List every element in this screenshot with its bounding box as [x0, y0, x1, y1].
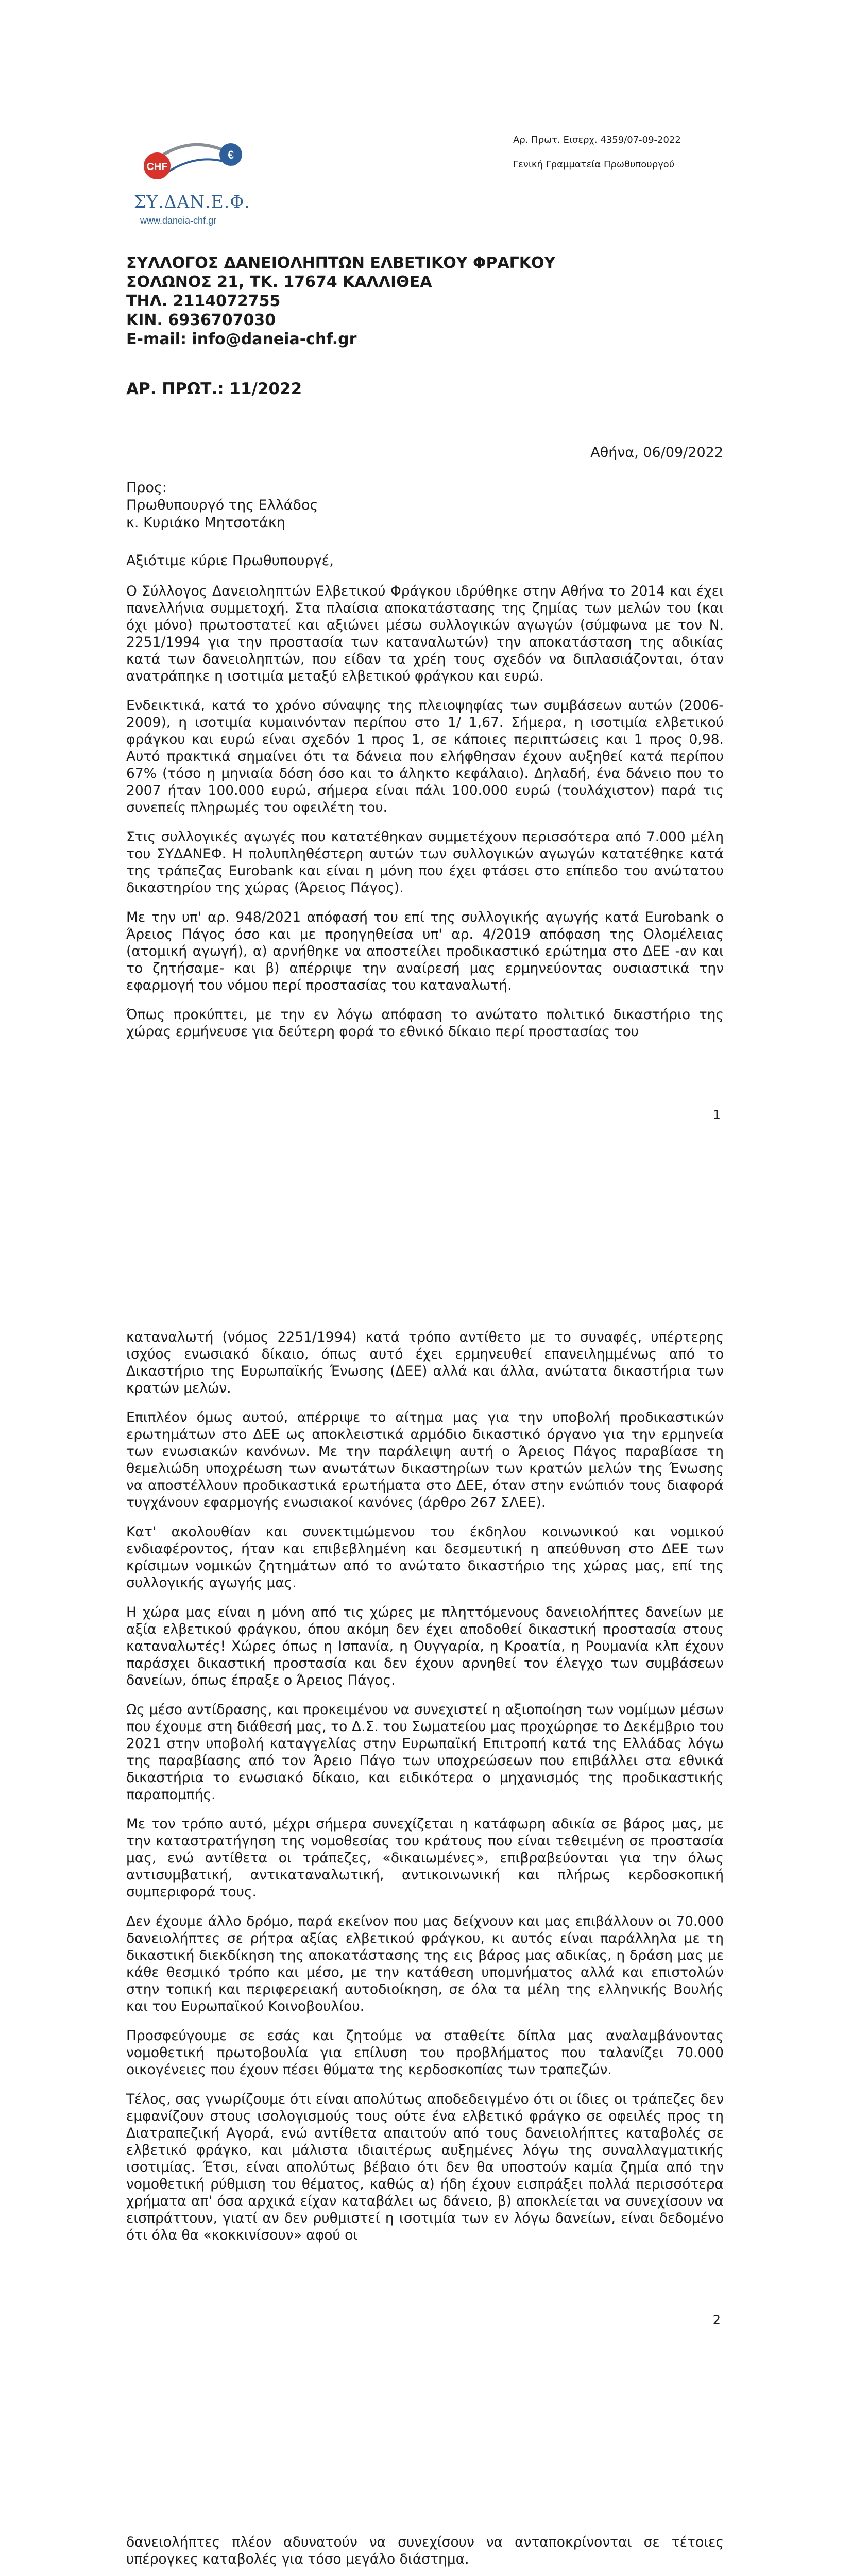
recipient-to-label: Προς:	[126, 480, 167, 496]
page3-body	[126, 2534, 724, 2576]
page-number: 1	[712, 1108, 721, 1122]
logo-badge-euro: €	[227, 148, 234, 161]
recipient-block	[126, 479, 318, 532]
logo-wordmark: ΣΥ.ΔΑΝ.Ε.Φ.	[134, 192, 250, 212]
sender-name: ΣΥΛΛΟΓΟΣ ΔΑΝΕΙΟΛΗΠΤΩΝ ΕΛΒΕΤΙΚΟΥ ΦΡΑΓΚΟΥ	[126, 254, 556, 272]
page-number: 2	[712, 2313, 721, 2327]
sender-block	[126, 253, 555, 349]
letter-page-1	[0, 0, 852, 1205]
body-paragraph: Τέλος, σας γνωρίζουμε ότι είναι απολύτως αποδεδειγμένο ότι οι ίδιες οι τράπεζες δεν εμφανίζουν στους ισολογισμούς τους ούτε ένα ελβετικό φράγκο σε οφειλές προς τη Διατραπεζική Αγορά, ενώ αντίθετα απαιτούν από τους δανειολήπτες καταβολές σε ελβετικό φράγκο, και μάλιστα ιδιαιτέρως αυξημένες λόγω της συναλλαγματικής ισοτιμίας. Έτσι, είναι απολύτως βέβαιο ότι δεν θα υποστούν καμία ζημία από την νομοθετική ρύθμιση του θέματος, καθώς α) ήδη έχουν εισπράξει πολλά περισσότερα χρήματα απ' όσα αρχικά είχαν καταβάλει ως δάνειο, β) αποκλείεται να συνεχίσουν να εισπράττουν, γιατί αν δεν ρυθμιστεί η ισοτιμία των εν λόγω δανείων, είναι δεδομένο ότι όλα θα «κοκκινίσουν» αφού οι	[126, 2091, 724, 2243]
body-paragraph: Δεν έχουμε άλλο δρόμο, παρά εκείνον που μας δείχνουν και μας επιβάλλουν οι 70.000 δανειολήπτες σε ρήτρα αξίας ελβετικού φράγκου, κι αυτός είναι παράλληλα με τη δικαστική διεκδίκηση της αποκατάστασης της εις βάρος μας αδικίας, η δράση μας με κάθε θεσμικό τρόπο και μέσο, με την κατάθεση υπομνήματος αλλά και επιστολών στην τοπική και περιφερειακή αυτοδιοίκηση, σε όλα τα μέλη της ελληνικής Βουλής και του Ευρωπαϊκού Κοινοβουλίου.	[126, 1913, 724, 2014]
logo-badge-chf: CHF	[146, 161, 168, 173]
letter-page-3	[0, 2410, 852, 2576]
sender-email: E-mail: info@daneia-chf.gr	[126, 330, 357, 348]
body-paragraph: δανειολήπτες πλέον αδυνατούν να συνεχίσουν να ανταποκρίνονται σε τέτοιες υπέρογκες καταβολές για τόσο μεγάλο διάστημα.	[126, 2534, 724, 2567]
recipient-name: κ. Κυριάκο Μητσοτάκη	[126, 515, 285, 531]
letter-date: Αθήνα, 06/09/2022	[590, 445, 723, 461]
body-paragraph: Ενδεικτικά, κατά το χρόνο σύναψης της πλειοψηφίας των συμβάσεων αυτών (2006- 2009), η ισοτιμία κυμαινόνταν περίπου στο 1/ 1,67. Σήμερα, η ισοτιμία ελβετικού φράγκου και ευρώ είναι σχεδόν 1 προς 1, σε κάποιες περιπτώσεις και 1 προς 0,98. Αυτό πρακτικά σημαίνει ότι τα δάνεια που ελήφθησαν έχουν αυξηθεί κατά περίπου 67% (τόσο η μηνιαία δόση όσο και το άληκτο κεφάλαιο). Δηλαδή, ένα δάνειο που το 2007 ήταν 100.000 ευρώ, σήμερα είναι πάλι 100.000 ευρώ (τουλάχιστον) παρά τις συνεπείς πληρωμές του οφειλέτη του.	[126, 698, 724, 816]
body-paragraph: Ο Σύλλογος Δανειοληπτών Ελβετικού Φράγκου ιδρύθηκε στην Αθήνα το 2014 και έχει πανελλήνια συμμετοχή. Στα πλαίσια αποκατάστασης της ζημίας των μελών του (και όχι μόνο) πρωτοστατεί και αξιώνει μέσω συλλογικών αγωγών (σύμφωνα με τον Ν. 2251/1994 για την προστασία των καταναλωτών) την αποκατάσταση της αδικίας κατά των δανειοληπτών, που είδαν τα χρέη τους σχεδόν να διπλασιάζονται, όταν ανατράπηκε η ισοτιμία μεταξύ ελβετικού φράγκου και ευρώ.	[126, 583, 724, 684]
logo-emblem	[129, 129, 252, 191]
letter-page-2	[0, 1205, 852, 2410]
page1-body	[126, 583, 724, 1053]
body-paragraph: Η χώρα μας είναι η μόνη από τις χώρες με πληττόμενους δανειολήπτες δανείων με αξία ελβετικού φράγκου, όπου ακόμη δεν έχει αποδοθεί δικαστική προστασία στους καταναλωτές! Χώρες όπως η Ισπανία, η Ουγγαρία, η Κροατία, η Ρουμανία κλπ έχουν παράσχει δικαστική προστασία και δεν έχουν αρνηθεί τον έλεγχο των συμβάσεων δανείων, όπως έπραξε ο Άρειος Πάγος.	[126, 1604, 724, 1688]
incoming-protocol-stamp: Αρ. Πρωτ. Εισερχ. 4359/07-09-2022	[513, 134, 681, 145]
protocol-number: ΑΡ. ΠΡΩΤ.: 11/2022	[126, 380, 302, 398]
body-paragraph: Με την υπ' αρ. 948/2021 απόφασή του επί της συλλογικής αγωγής κατά Eurobank ο Άρειος Πάγος όσο και με προηγηθείσα υπ' αρ. 4/2019 απόφαση της Ολομέλειας (ατομική αγωγή), α) αρνήθηκε να αποστείλει προδικαστικό ερώτημα στο ΔΕΕ -αν και το ζητήσαμε- και β) απέρριψε την αναίρεσή μας ερμηνεύοντας ουσιαστικά την εφαρμογή του νόμου περί προστασίας του καταναλωτή.	[126, 909, 724, 993]
salutation: Αξιότιμε κύριε Πρωθυπουργέ,	[126, 553, 334, 569]
secretariat-label: Γενική Γραμματεία Πρωθυπουργού	[513, 159, 675, 170]
recipient-office: Πρωθυπουργό της Ελλάδος	[126, 497, 318, 513]
page2-body	[126, 1329, 724, 2256]
body-paragraph: Επιπλέον όμως αυτού, απέρριψε το αίτημα μας για την υποβολή προδικαστικών ερωτημάτων στο ΔΕΕ ως αποκλειστικά αρμόδιο δικαστικό όργανο για την ερμηνεία των ενωσιακών κανόνων. Με την παράλειψη αυτή ο Άρειος Πάγος παραβίασε τη θεμελιώδη υποχρέωση των ανωτάτων δικαστηρίων των κρατών μελών της Ένωσης να αποστέλλουν προδικαστικά ερωτήματα στο ΔΕΕ, όταν στην ενώπιόν τους διαφορά τυγχάνουν εφαρμογής ενωσιακοί κανόνες (άρθρο 267 ΣΛΕΕ).	[126, 1410, 724, 1511]
body-paragraph: Προσφεύγουμε σε εσάς και ζητούμε να σταθείτε δίπλα μας αναλαμβάνοντας νομοθετική πρωτοβουλία για επίλυση του προβλήματος που ταλανίζει 70.000 οικογένειες που έχουν πέσει θύματα της κερδοσκοπίας των τραπεζών.	[126, 2028, 724, 2078]
body-paragraph: Ως μέσο αντίδρασης, και προκειμένου να συνεχιστεί η αξιοποίηση των νομίμων μέσων που έχουμε στη διάθεσή μας, το Δ.Σ. του Σωματείου μας προχώρησε το Δεκέμβριο του 2021 στην υποβολή καταγγελίας στην Ευρωπαϊκή Επιτροπή κατά της Ελλάδας λόγω της παραβίασης από τον Άρειο Πάγο των υποχρεώσεων που επιβάλλει στα εθνικά δικαστήρια το ενωσιακό δίκαιο, και ειδικότερα ο μηχανισμός της προδικαστικής παραπομπής.	[126, 1702, 724, 1803]
body-paragraph: Κατ' ακολουθίαν και συνεκτιμώμενου του έκδηλου κοινωνικού και νομικού ενδιαφέροντος, ήταν και επιβεβλημένη και δεσμευτική η απεύθυνση στο ΔΕΕ των κρίσιμων νομικών ζητημάτων από το ανώτατο δικαστήριο της χώρας μας, επί της συλλογικής αγωγής μας.	[126, 1524, 724, 1591]
body-paragraph: Όπως προκύπτει, με την εν λόγω απόφαση το ανώτατο πολιτικό δικαστήριο της χώρας ερμήνευσε για δεύτερη φορά το εθνικό δίκαιο περί προστασίας του	[126, 1007, 724, 1040]
logo-website: www.daneia-chf.gr	[140, 215, 217, 226]
sender-address: ΣΟΛΩΝΟΣ 21, ΤΚ. 17674 ΚΑΛΛΙΘΕΑ	[126, 273, 432, 291]
association-logo	[129, 129, 252, 227]
body-paragraph: Με τον τρόπο αυτό, μέχρι σήμερα συνεχίζεται η κατάφωρη αδικία σε βάρος μας, με την καταστρατήγηση της νομοθεσίας του κράτους που είναι τεθειμένη σε προστασία μας, ενώ αντίθετα οι τράπεζες, «δικαιωμένες», επιβραβεύονται για την όλως αντισυμβατική, αντικαταναλωτική, αντικοινωνική και πλήρως κερδοσκοπική συμπεριφορά τους.	[126, 1816, 724, 1900]
sender-phone: ΤΗΛ. 2114072755	[126, 292, 281, 310]
body-paragraph: καταναλωτή (νόμος 2251/1994) κατά τρόπο αντίθετο με το συναφές, υπέρτερης ισχύος ενωσιακό δίκαιο, όπως αυτό έχει ερμηνευθεί επανειλημμένως από το Δικαστήριο της Ευρωπαϊκής Ένωσης (ΔΕΕ) αλλά και άλλα, ανώτατα δικαστήρια των κρατών μελών.	[126, 1329, 724, 1396]
sender-mobile: ΚΙΝ. 6936707030	[126, 311, 276, 329]
body-paragraph: Στις συλλογικές αγωγές που κατατέθηκαν συμμετέχουν περισσότερα από 7.000 μέλη του ΣΥΔΑΝΕΦ. Η πολυπληθέστερη αυτών των συλλογικών αγωγών κατατέθηκε κατά της τράπεζας Eurobank και είναι η μόνη που έχει φτάσει στο επίπεδο του ανώτατου δικαστηρίου της χώρας (Άρειος Πάγος).	[126, 829, 724, 896]
